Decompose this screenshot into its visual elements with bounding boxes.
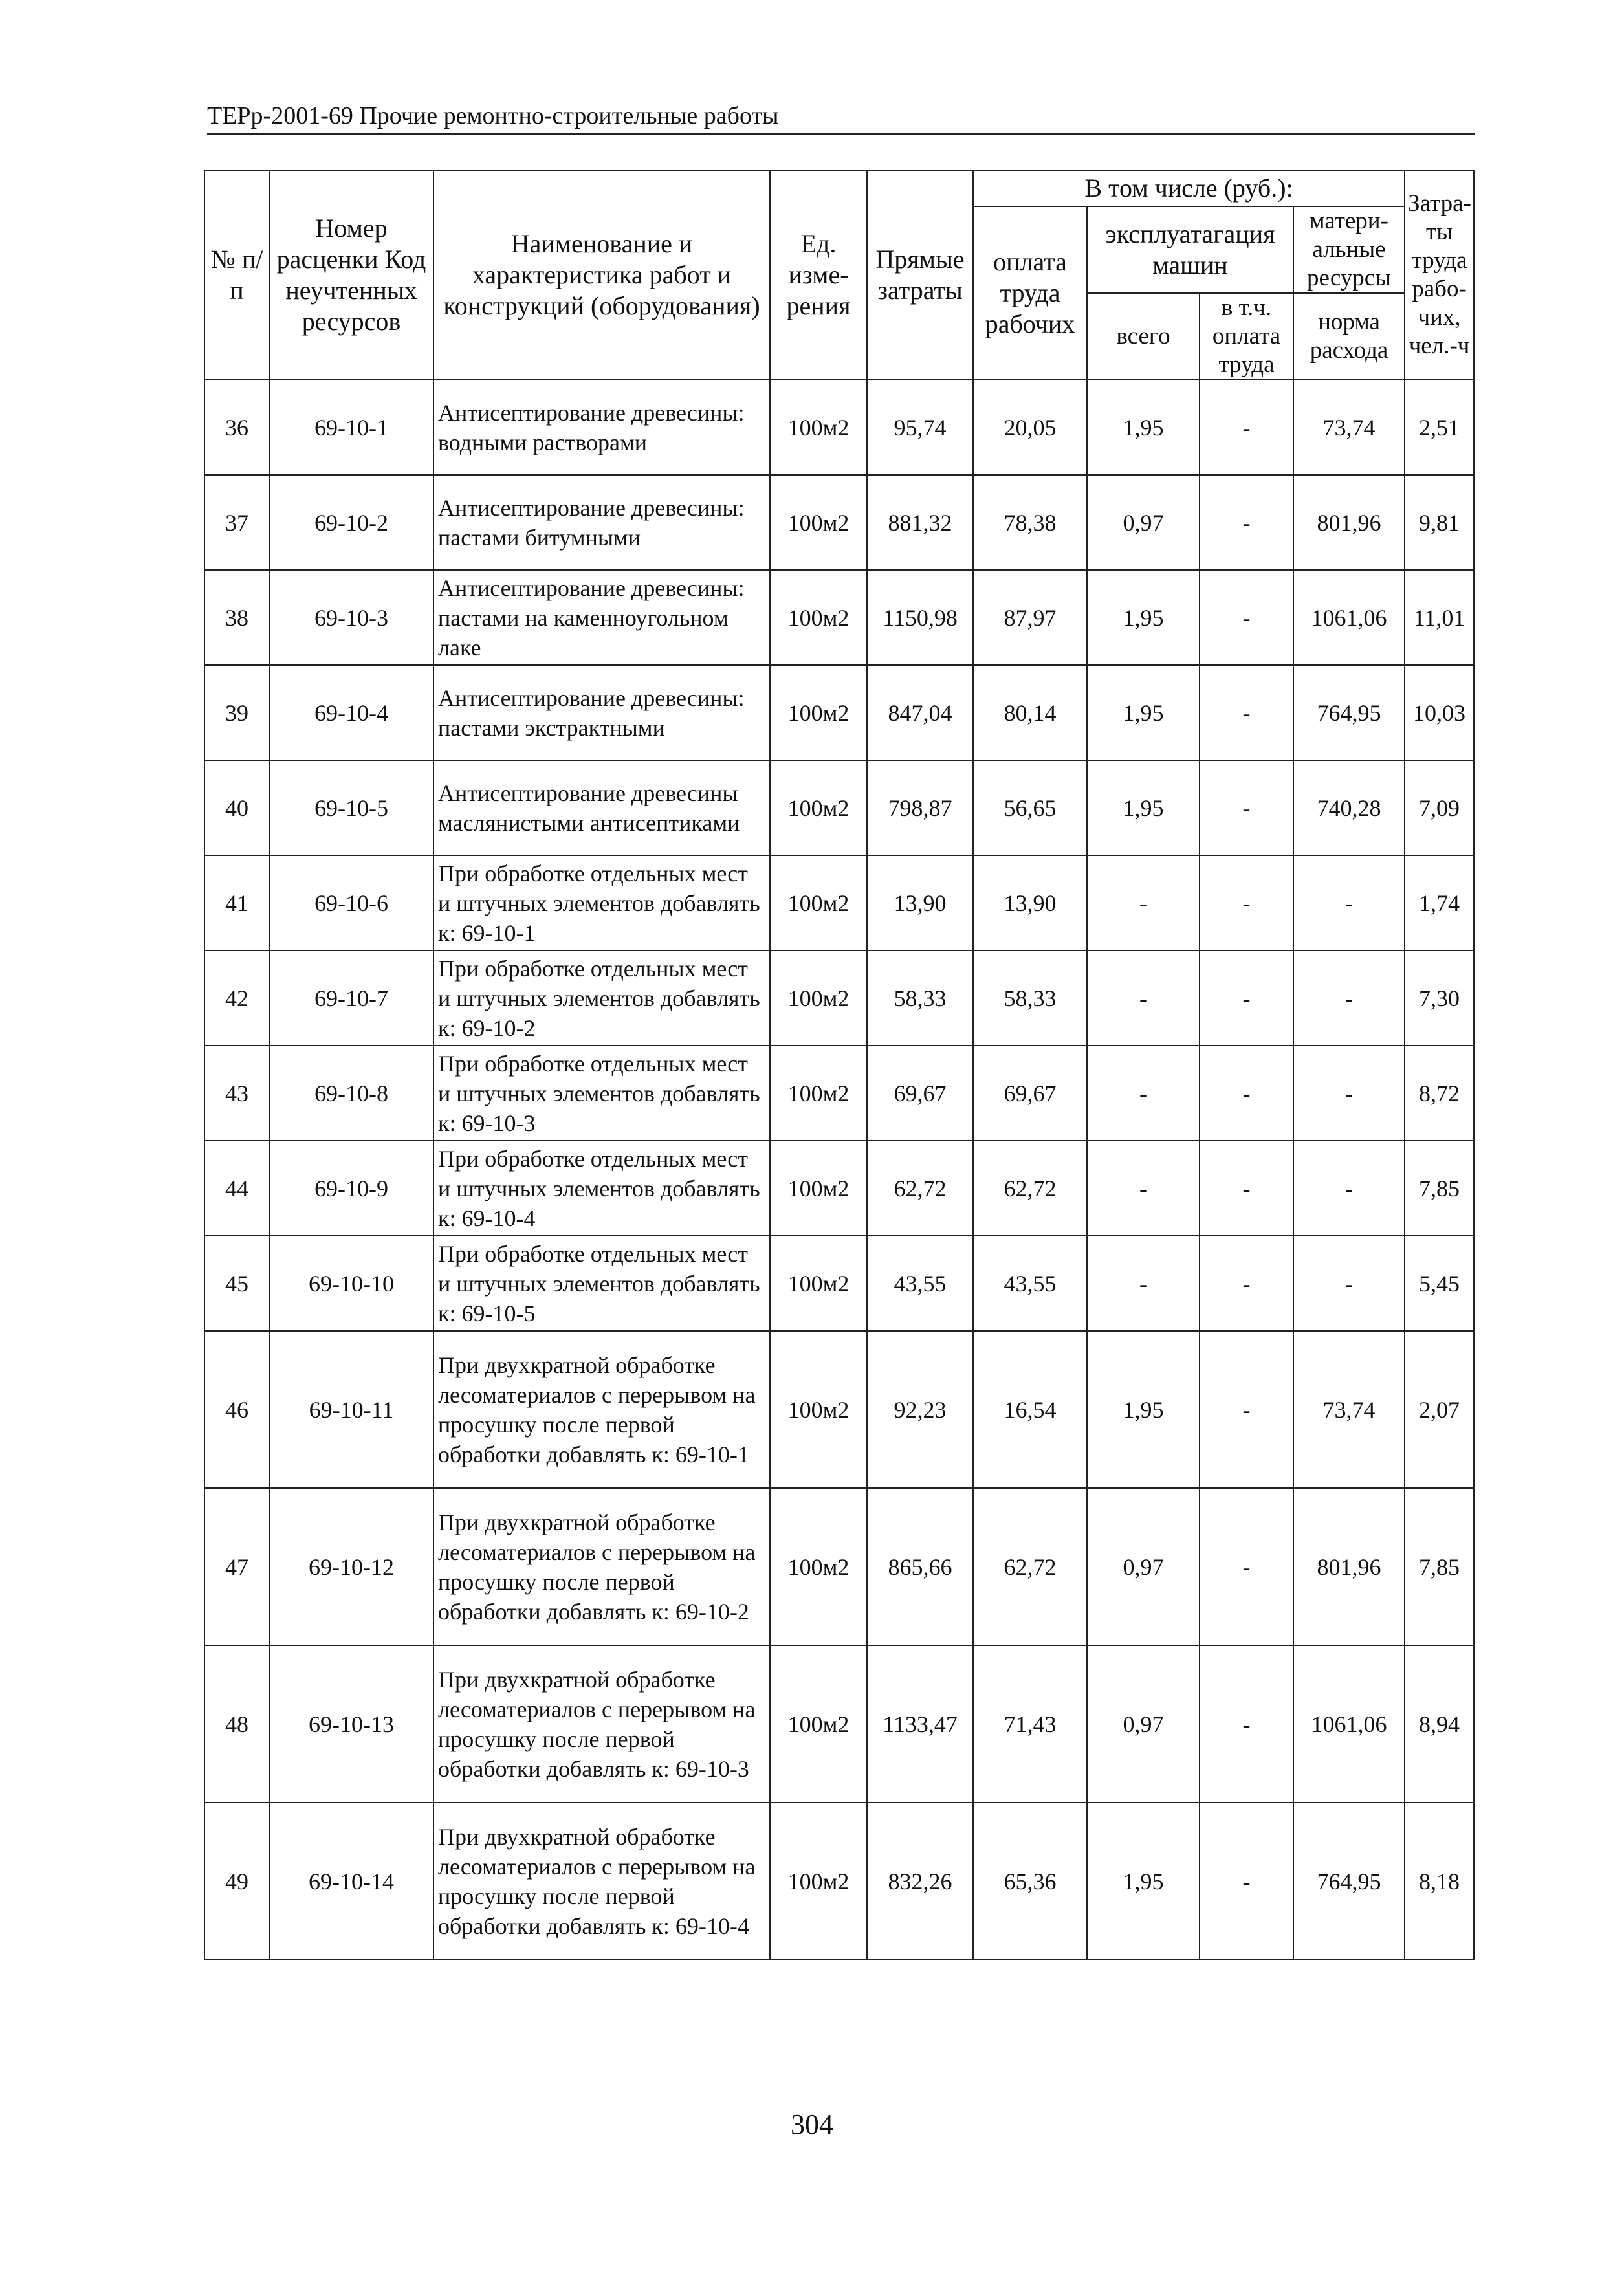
cell-code: 69-10-7 — [269, 950, 433, 1046]
header-unit: Ед. изме-рения — [770, 170, 867, 380]
cell-labor-pay: 16,54 — [973, 1331, 1087, 1488]
cell-materials: - — [1293, 1236, 1405, 1331]
cell-labor: 9,81 — [1405, 475, 1474, 570]
cell-code: 69-10-10 — [269, 1236, 433, 1331]
cell-num: 43 — [204, 1046, 269, 1141]
cell-code: 69-10-12 — [269, 1488, 433, 1645]
header-num: № п/п — [204, 170, 269, 380]
cell-unit: 100м2 — [770, 665, 867, 760]
cell-labor-pay: 56,65 — [973, 760, 1087, 855]
table-row — [204, 950, 1474, 1046]
cell-code: 69-10-3 — [269, 570, 433, 665]
cell-labor: 7,30 — [1405, 950, 1474, 1046]
cell-unit: 100м2 — [770, 1488, 867, 1645]
cell-labor-pay: 78,38 — [973, 475, 1087, 570]
cell-code: 69-10-2 — [269, 475, 433, 570]
cell-num: 36 — [204, 380, 269, 475]
cell-direct: 865,66 — [867, 1488, 973, 1645]
cell-labor: 7,85 — [1405, 1488, 1474, 1645]
cell-machines-total: - — [1087, 1236, 1200, 1331]
cell-unit: 100м2 — [770, 855, 867, 950]
header-code: Номер расценки Код неучтенных ресурсов — [269, 170, 433, 380]
cell-materials: - — [1293, 1046, 1405, 1141]
table-row — [204, 475, 1474, 570]
cell-direct: 13,90 — [867, 855, 973, 950]
cell-materials: 1061,06 — [1293, 570, 1405, 665]
table-row — [204, 760, 1474, 855]
cell-num: 45 — [204, 1236, 269, 1331]
table-row — [204, 1488, 1474, 1645]
cell-code: 69-10-4 — [269, 665, 433, 760]
cell-name: Антисептирование древесины: водными растворами — [433, 380, 770, 475]
table-row — [204, 570, 1474, 665]
cell-code: 69-10-11 — [269, 1331, 433, 1488]
table-row — [204, 1141, 1474, 1236]
cell-code: 69-10-14 — [269, 1803, 433, 1960]
cell-num: 48 — [204, 1645, 269, 1803]
cell-num: 39 — [204, 665, 269, 760]
cell-materials: 740,28 — [1293, 760, 1405, 855]
cell-machines-total: - — [1087, 1141, 1200, 1236]
header-title: ТЕРр-2001-69 Прочие ремонтно-строительные работы — [207, 102, 779, 129]
cell-labor-pay: 43,55 — [973, 1236, 1087, 1331]
cell-materials: 764,95 — [1293, 665, 1405, 760]
header-name: Наименование и характеристика работ и конструкций (оборудования) — [433, 170, 770, 380]
cell-machines-total: 1,95 — [1087, 570, 1200, 665]
cell-machines-total: 0,97 — [1087, 1488, 1200, 1645]
cell-materials: 73,74 — [1293, 380, 1405, 475]
cell-machines-total: - — [1087, 950, 1200, 1046]
cell-labor: 5,45 — [1405, 1236, 1474, 1331]
cell-materials: 764,95 — [1293, 1803, 1405, 1960]
cell-name: Антисептирование древесины: пастами на каменноугольном лаке — [433, 570, 770, 665]
cell-unit: 100м2 — [770, 1046, 867, 1141]
cell-machines-total: 1,95 — [1087, 665, 1200, 760]
cell-materials: 1061,06 — [1293, 1645, 1405, 1803]
cell-direct: 847,04 — [867, 665, 973, 760]
cell-unit: 100м2 — [770, 1803, 867, 1960]
cell-machines-total: - — [1087, 855, 1200, 950]
cell-name: Антисептирование древесины: пастами экстрактными — [433, 665, 770, 760]
cell-code: 69-10-6 — [269, 855, 433, 950]
cell-direct: 1150,98 — [867, 570, 973, 665]
cell-machines-pay: - — [1200, 1331, 1293, 1488]
cell-unit: 100м2 — [770, 1331, 867, 1488]
cell-num: 47 — [204, 1488, 269, 1645]
table-row — [204, 665, 1474, 760]
cell-labor-pay: 13,90 — [973, 855, 1087, 950]
cell-machines-total: 0,97 — [1087, 1645, 1200, 1803]
cell-name: При двухкратной обработке лесоматериалов с перерывом на просушку после первой обработки добавлять к: 69-10-3 — [433, 1645, 770, 1803]
cell-name: При обработке отдельных мест и штучных элементов добавлять к: 69-10-2 — [433, 950, 770, 1046]
cell-machines-pay: - — [1200, 1803, 1293, 1960]
cell-labor: 2,07 — [1405, 1331, 1474, 1488]
cell-num: 49 — [204, 1803, 269, 1960]
cell-num: 37 — [204, 475, 269, 570]
cell-direct: 43,55 — [867, 1236, 973, 1331]
cell-direct: 62,72 — [867, 1141, 973, 1236]
cell-num: 38 — [204, 570, 269, 665]
cell-labor: 8,72 — [1405, 1046, 1474, 1141]
page-header — [207, 97, 1475, 135]
cell-materials: 73,74 — [1293, 1331, 1405, 1488]
table-header — [204, 170, 1474, 380]
cell-code: 69-10-13 — [269, 1645, 433, 1803]
cell-labor: 8,18 — [1405, 1803, 1474, 1960]
cell-unit: 100м2 — [770, 1141, 867, 1236]
header-machines: эксплуатагация машин — [1087, 206, 1293, 293]
cell-materials: - — [1293, 950, 1405, 1046]
cell-name: При обработке отдельных мест и штучных элементов добавлять к: 69-10-1 — [433, 855, 770, 950]
header-labor-cost: Затра-ты труда рабо-чих, чел.-ч — [1405, 170, 1474, 380]
cell-labor-pay: 62,72 — [973, 1141, 1087, 1236]
cell-labor-pay: 65,36 — [973, 1803, 1087, 1960]
cell-machines-pay: - — [1200, 380, 1293, 475]
cell-machines-pay: - — [1200, 855, 1293, 950]
cell-code: 69-10-5 — [269, 760, 433, 855]
cell-machines-total: - — [1087, 1046, 1200, 1141]
cell-labor: 7,09 — [1405, 760, 1474, 855]
table-row — [204, 1236, 1474, 1331]
header-materials: матери-альные ресурсы — [1293, 206, 1405, 293]
cell-name: При двухкратной обработке лесоматериалов с перерывом на просушку после первой обработки добавлять к: 69-10-4 — [433, 1803, 770, 1960]
cell-machines-pay: - — [1200, 475, 1293, 570]
table-row — [204, 1645, 1474, 1803]
cell-name: При обработке отдельных мест и штучных элементов добавлять к: 69-10-4 — [433, 1141, 770, 1236]
cell-num: 46 — [204, 1331, 269, 1488]
cell-machines-total: 1,95 — [1087, 760, 1200, 855]
cell-labor: 1,74 — [1405, 855, 1474, 950]
cell-name: Антисептирование древесины: пастами битумными — [433, 475, 770, 570]
cell-labor-pay: 80,14 — [973, 665, 1087, 760]
header-including: В том числе (руб.): — [973, 170, 1405, 206]
cell-direct: 92,23 — [867, 1331, 973, 1488]
cell-direct: 69,67 — [867, 1046, 973, 1141]
cell-materials: 801,96 — [1293, 1488, 1405, 1645]
cell-machines-total: 1,95 — [1087, 1331, 1200, 1488]
header-materials-norm: норма расхода — [1293, 293, 1405, 380]
cell-machines-total: 0,97 — [1087, 475, 1200, 570]
table-row — [204, 855, 1474, 950]
cell-labor: 7,85 — [1405, 1141, 1474, 1236]
cell-name: При обработке отдельных мест и штучных элементов добавлять к: 69-10-3 — [433, 1046, 770, 1141]
cell-labor: 8,94 — [1405, 1645, 1474, 1803]
table-row — [204, 1803, 1474, 1960]
cell-unit: 100м2 — [770, 950, 867, 1046]
cell-materials: - — [1293, 855, 1405, 950]
cell-unit: 100м2 — [770, 1645, 867, 1803]
table-row — [204, 1331, 1474, 1488]
cell-materials: - — [1293, 1141, 1405, 1236]
cell-name: При обработке отдельных мест и штучных элементов добавлять к: 69-10-5 — [433, 1236, 770, 1331]
cell-labor-pay: 62,72 — [973, 1488, 1087, 1645]
cell-code: 69-10-9 — [269, 1141, 433, 1236]
cell-machines-pay: - — [1200, 665, 1293, 760]
cell-labor: 11,01 — [1405, 570, 1474, 665]
page-number: 304 — [791, 2109, 833, 2140]
cell-machines-pay: - — [1200, 1488, 1293, 1645]
cell-labor-pay: 20,05 — [973, 380, 1087, 475]
cell-name: При двухкратной обработке лесоматериалов с перерывом на просушку после первой обработки добавлять к: 69-10-2 — [433, 1488, 770, 1645]
cell-machines-pay: - — [1200, 570, 1293, 665]
cell-num: 42 — [204, 950, 269, 1046]
table-row — [204, 1046, 1474, 1141]
cell-labor: 10,03 — [1405, 665, 1474, 760]
header-machines-total: всего — [1087, 293, 1200, 380]
cell-unit: 100м2 — [770, 760, 867, 855]
cell-name: Антисептирование древесины маслянистыми антисептиками — [433, 760, 770, 855]
cell-direct: 1133,47 — [867, 1645, 973, 1803]
cell-num: 41 — [204, 855, 269, 950]
cell-direct: 881,32 — [867, 475, 973, 570]
cell-machines-pay: - — [1200, 1645, 1293, 1803]
header-machines-incl-pay: в т.ч. оплата труда — [1200, 293, 1293, 380]
cell-materials: 801,96 — [1293, 475, 1405, 570]
cell-machines-total: 1,95 — [1087, 1803, 1200, 1960]
header-direct-costs: Прямые затраты — [867, 170, 973, 380]
cell-labor-pay: 87,97 — [973, 570, 1087, 665]
rates-table — [204, 170, 1475, 1960]
cell-code: 69-10-8 — [269, 1046, 433, 1141]
cell-num: 44 — [204, 1141, 269, 1236]
cell-machines-pay: - — [1200, 1141, 1293, 1236]
cell-unit: 100м2 — [770, 1236, 867, 1331]
cell-unit: 100м2 — [770, 380, 867, 475]
cell-labor-pay: 71,43 — [973, 1645, 1087, 1803]
cell-machines-total: 1,95 — [1087, 380, 1200, 475]
header-labor-pay: оплата труда рабочих — [973, 206, 1087, 380]
cell-machines-pay: - — [1200, 760, 1293, 855]
cell-unit: 100м2 — [770, 475, 867, 570]
cell-labor-pay: 69,67 — [973, 1046, 1087, 1141]
cell-num: 40 — [204, 760, 269, 855]
cell-labor-pay: 58,33 — [973, 950, 1087, 1046]
cell-machines-pay: - — [1200, 950, 1293, 1046]
cell-machines-pay: - — [1200, 1046, 1293, 1141]
cell-unit: 100м2 — [770, 570, 867, 665]
cell-code: 69-10-1 — [269, 380, 433, 475]
cell-direct: 832,26 — [867, 1803, 973, 1960]
cell-direct: 58,33 — [867, 950, 973, 1046]
cell-direct: 95,74 — [867, 380, 973, 475]
cell-labor: 2,51 — [1405, 380, 1474, 475]
cell-machines-pay: - — [1200, 1236, 1293, 1331]
cell-name: При двухкратной обработке лесоматериалов с перерывом на просушку после первой обработки добавлять к: 69-10-1 — [433, 1331, 770, 1488]
cell-direct: 798,87 — [867, 760, 973, 855]
table-row — [204, 380, 1474, 475]
